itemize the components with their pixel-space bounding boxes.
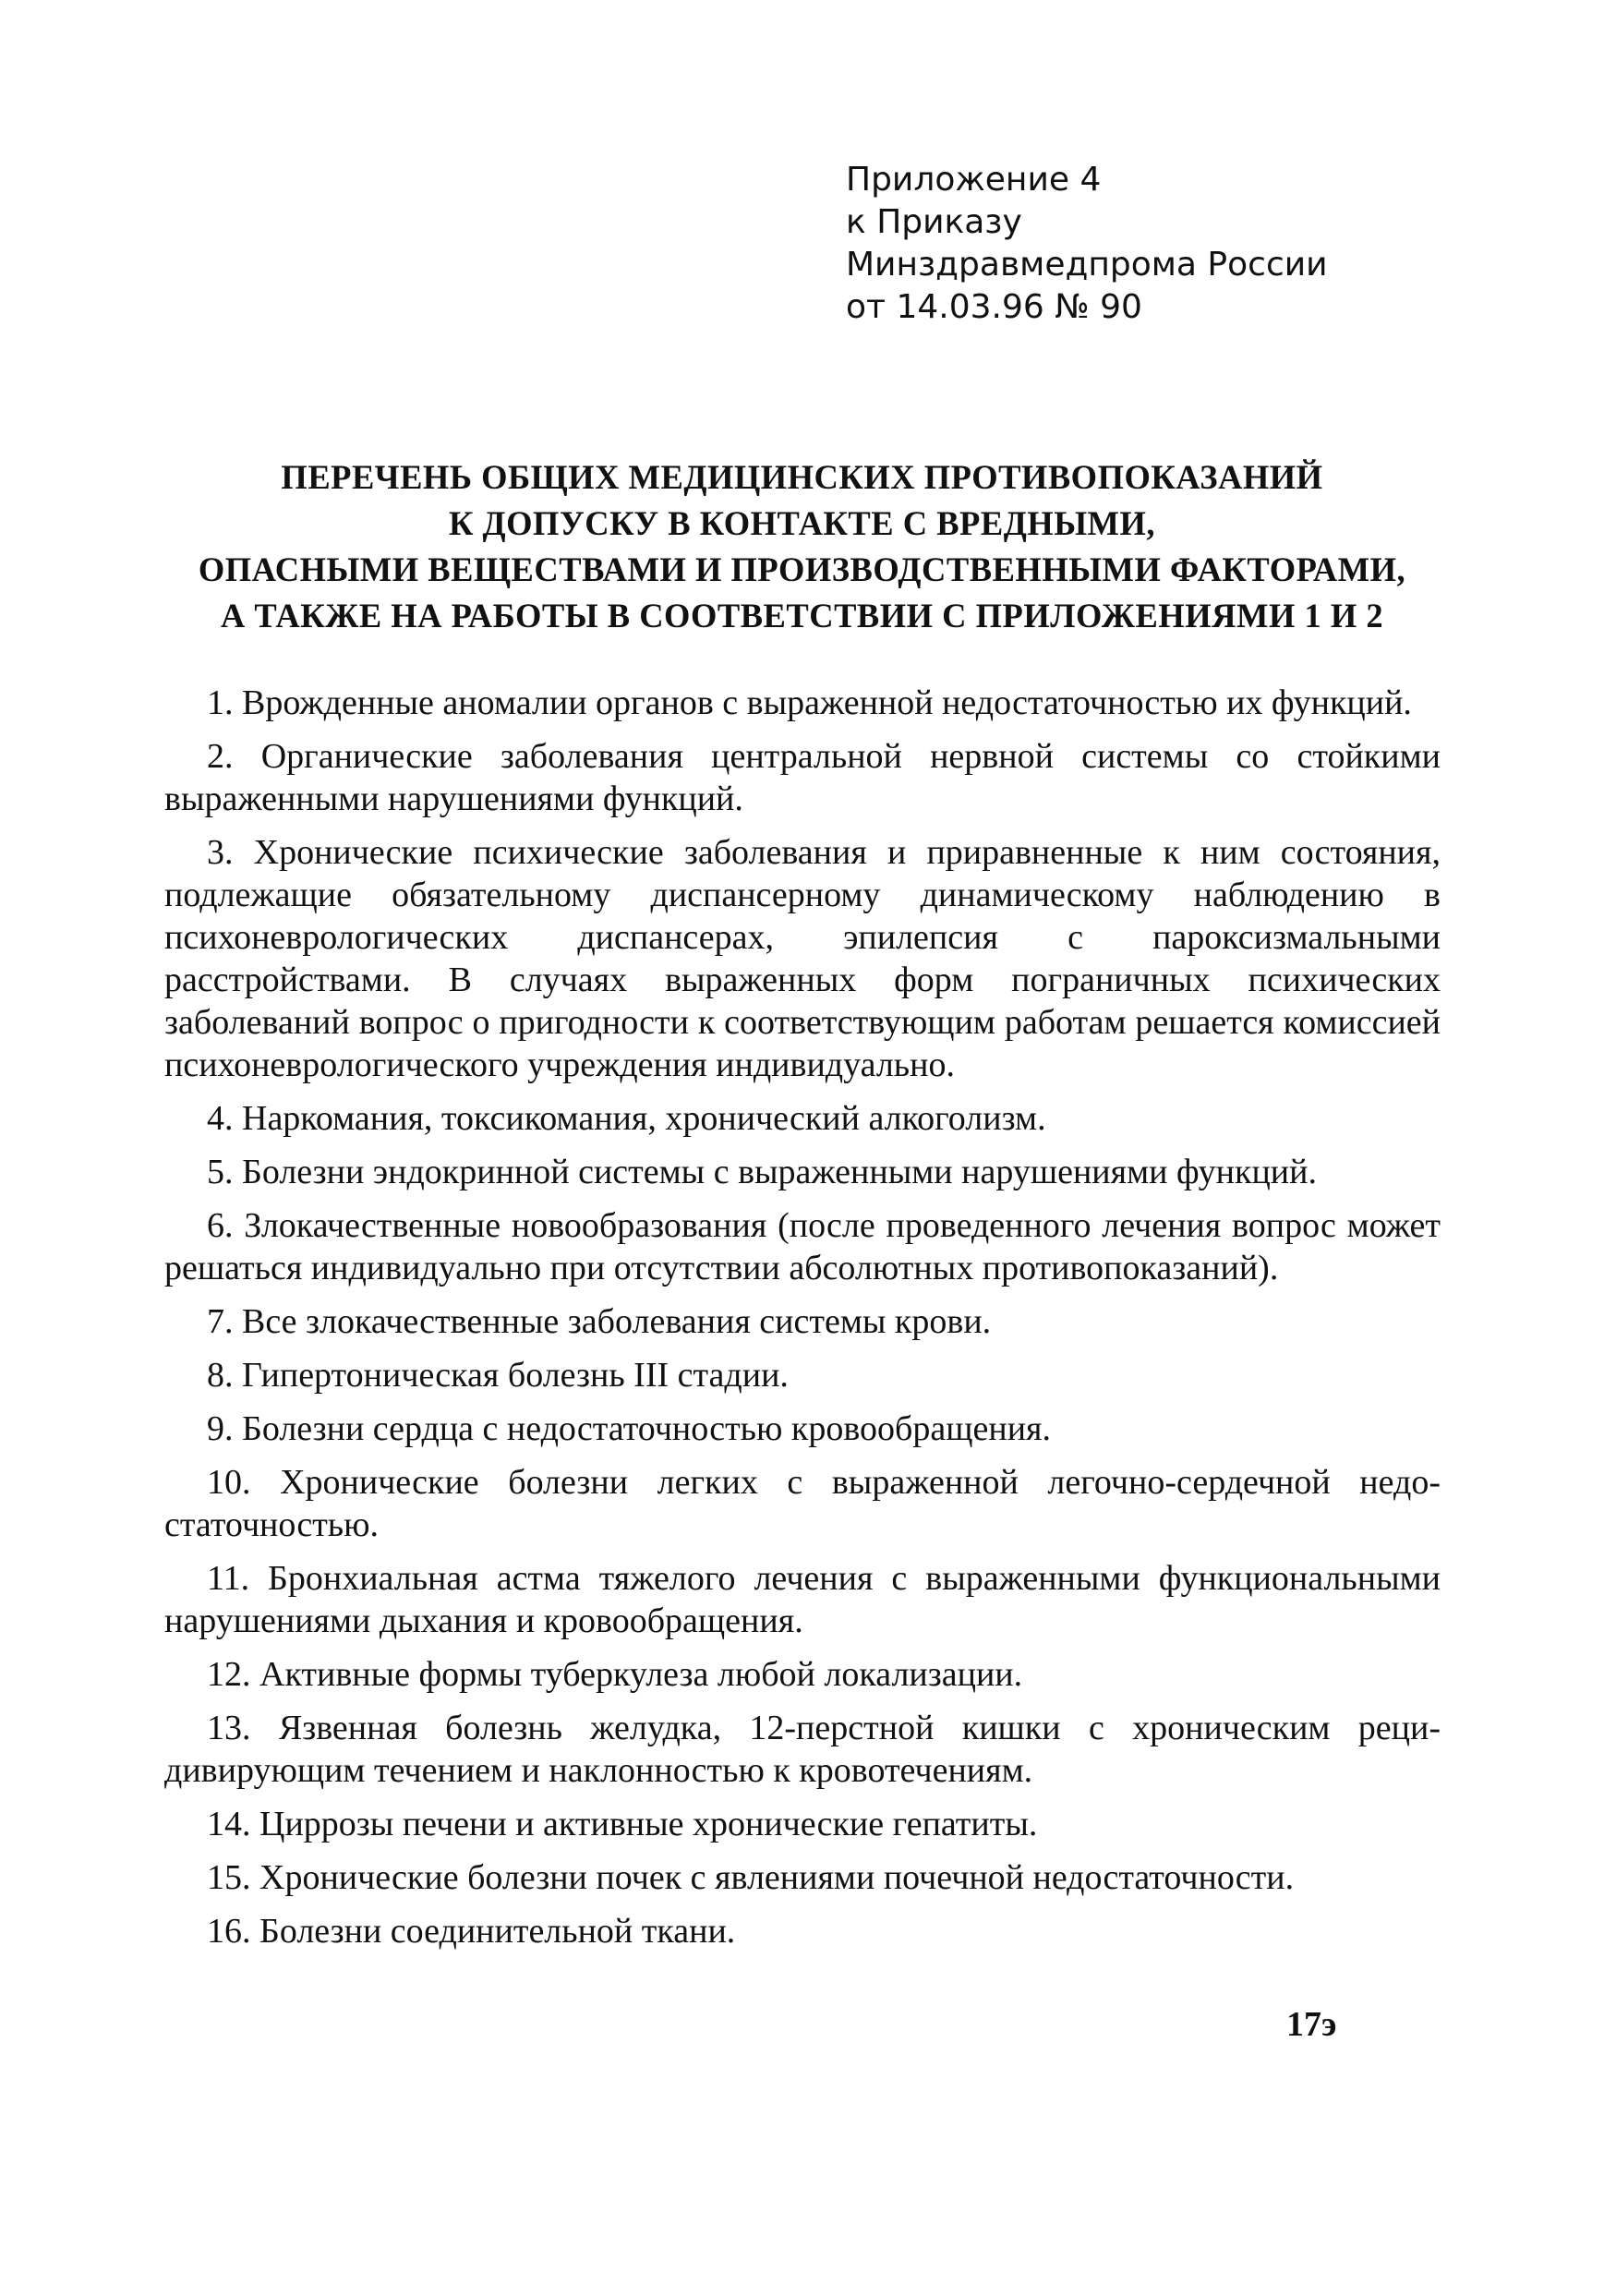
- appendix-line: Приложение 4: [846, 161, 1102, 199]
- list-item: 5. Болезни эндокринной системы с выраженными нарушениями функций.: [207, 1153, 1317, 1191]
- page-number: 17э: [1286, 2005, 1337, 2044]
- list-item: 15. Хронические болезни почек с явлениями почечной недостаточности.: [207, 1858, 1295, 1897]
- appendix-line: Минздравмедпрома России: [846, 246, 1328, 284]
- title-line: ПЕРЕЧЕНЬ ОБЩИХ МЕДИЦИНСКИХ ПРОТИВОПОКАЗАНИЙ: [281, 458, 1323, 496]
- title-line: К ДОПУСКУ В КОНТАКТЕ С ВРЕДНЫМИ,: [448, 504, 1156, 542]
- list-item: 12. Активные формы туберкулеза любой локализации.: [207, 1655, 1023, 1694]
- list-item: 6. Злокачественные новообразования (после проведенного лечения вопрос может решаться индивидуально при отсутствии абсолютных противопоказаний).: [164, 1206, 1441, 1287]
- list-item: 3. Хронические психические заболевания и приравненные к ним состояния, подлежащие обязательному диспансерному динамическому наблюдению в психоневрологических диспансерах, эпилепсия с пароксизмальными расстройствами. В случаях выраженных форм пограничных психических заболеваний вопрос о пригодности к соответствующим работам решается комиссией психоневрологического учреждения индивидуально.: [164, 833, 1441, 1084]
- appendix-line: от 14.03.96 № 90: [846, 288, 1142, 326]
- contraindications-list: [164, 682, 1441, 1964]
- list-item: 8. Гипертоническая болезнь III стадии.: [207, 1356, 789, 1395]
- appendix-line: к Приказу: [846, 203, 1022, 241]
- list-item: 2. Органические заболевания центральной нервной системы со стойкими выраженными нарушениями функций.: [164, 737, 1441, 818]
- list-item: 11. Бронхиальная астма тяжелого лечения с выраженными функциональными нарушениями дыхания и кровообращения.: [164, 1559, 1441, 1640]
- list-item: 13. Язвенная болезнь желудка, 12-перстной кишки с хроническим рецидивирующим течением и наклонностью к кровотечениям.: [164, 1709, 1441, 1790]
- list-item: 1. Врожденные аномалии органов с выраженной недостаточностью их функций.: [207, 683, 1412, 722]
- list-item: 7. Все злокачественные заболевания системы крови.: [207, 1302, 992, 1341]
- list-item: 9. Болезни сердца с недостаточностью кровообращения.: [207, 1409, 1052, 1448]
- document-title: [166, 454, 1438, 639]
- list-item: 16. Болезни соединительной ткани.: [207, 1912, 736, 1951]
- appendix-reference: [846, 159, 1400, 329]
- title-line: А ТАКЖЕ НА РАБОТЫ В СООТВЕТСТВИИ С ПРИЛОЖЕНИЯМИ 1 И 2: [220, 597, 1384, 634]
- list-item: 4. Наркомания, токсикомания, хронический алкоголизм.: [207, 1099, 1046, 1138]
- list-item: 10. Хронические болезни легких с выраженной легочно-сердечной недостаточностью.: [164, 1463, 1441, 1544]
- title-line: ОПАСНЫМИ ВЕЩЕСТВАМИ И ПРОИЗВОДСТВЕННЫМИ ФАКТОРАМИ,: [198, 550, 1406, 588]
- list-item: 14. Циррозы печени и активные хронические гепатиты.: [207, 1805, 1038, 1843]
